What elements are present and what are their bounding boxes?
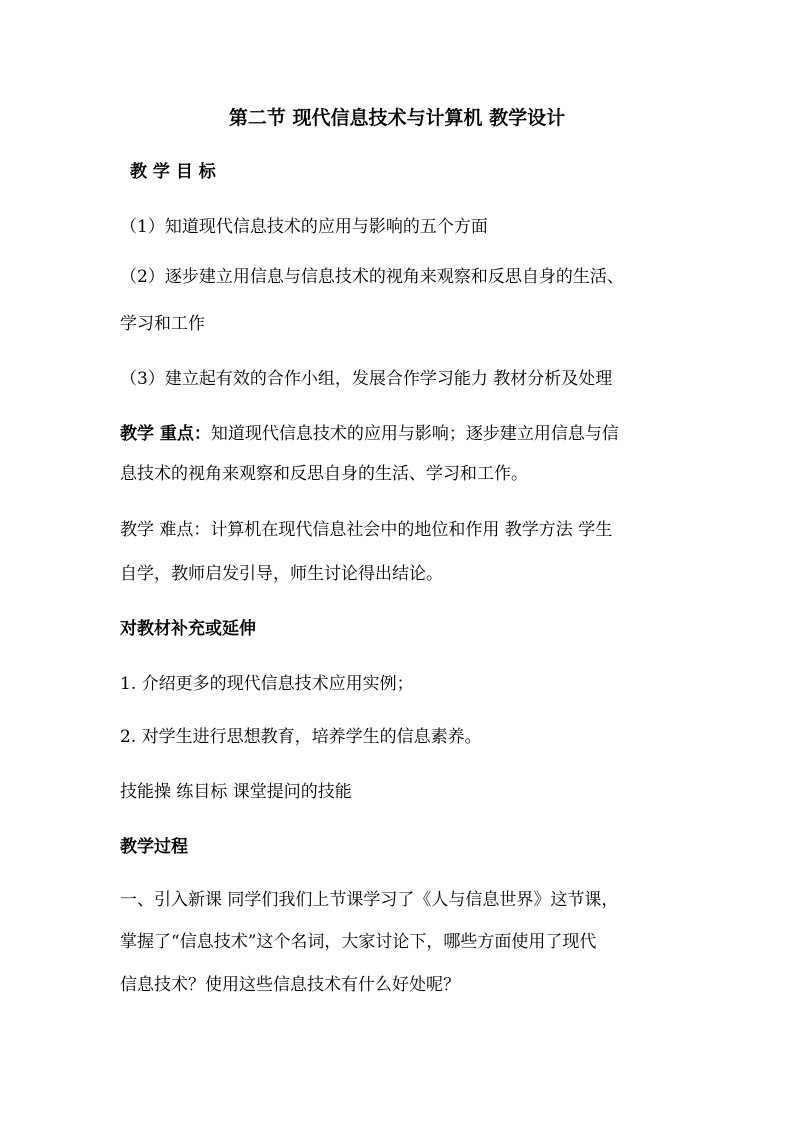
process-line-1: 一、引入新课 同学们我们上节课学习了《人与信息世界》这节课，: [120, 890, 619, 910]
objectives-heading: 教 学 目 标: [130, 162, 216, 182]
key-point-label: 教学 重点：: [120, 424, 211, 444]
key-point-text: 知道现代信息技术的应用与影响；逐步建立用信息与信: [210, 424, 619, 444]
process-heading: 教学过程: [120, 837, 188, 857]
objective-item-2-continued: 学习和工作: [120, 314, 205, 334]
objective-item-1: （1）知道现代信息技术的应用与影响的五个方面: [120, 217, 488, 237]
skills-line: 技能操 练目标 课堂提问的技能: [120, 782, 352, 802]
supplement-item-2: 2. 对学生进行思想教育，培养学生的信息素养。: [120, 727, 482, 747]
supplement-heading: 对教材补充或延伸: [120, 619, 256, 639]
document-title: 第二节 现代信息技术与计算机 教学设计: [228, 107, 566, 129]
difficulty-line-1: 教学 难点：计算机在现代信息社会中的地位和作用 教学方法 学生: [120, 520, 613, 540]
supplement-item-1: 1. 介绍更多的现代信息技术应用实例；: [120, 674, 414, 694]
key-point-line-1: [120, 422, 619, 446]
objective-item-3: （3）建立起有效的合作小组，发展合作学习能力 教材分析及处理: [120, 369, 613, 389]
process-line-2: 掌握了“信息技术”这个名词，大家讨论下，哪些方面使用了现代: [120, 932, 597, 952]
difficulty-line-2: 自学，教师启发引导，师生讨论得出结论。: [120, 564, 443, 584]
process-line-3: 信息技术？使用这些信息技术有什么好处呢？: [120, 975, 460, 995]
key-point-line-2: 息技术的视角来观察和反思自身的生活、学习和工作。: [120, 464, 528, 484]
objective-item-2: （2）逐步建立用信息与信息技术的视角来观察和反思自身的生活、: [120, 267, 624, 287]
